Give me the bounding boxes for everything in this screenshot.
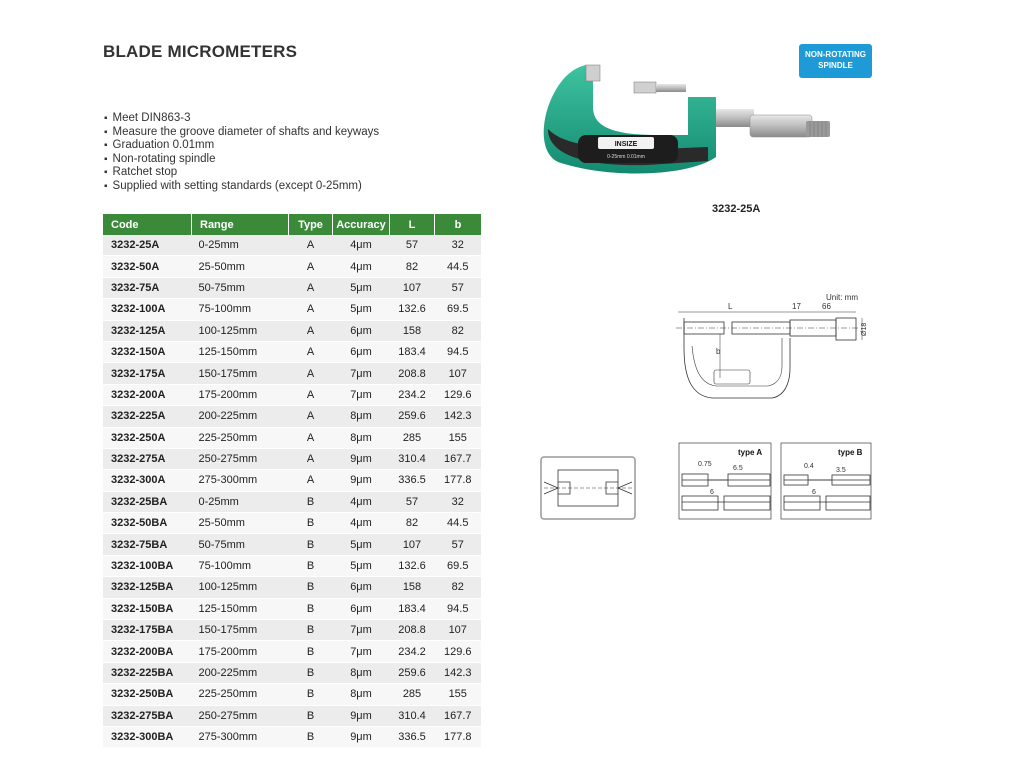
cell-accuracy: 5μm <box>333 299 390 320</box>
cell-type: B <box>289 641 333 662</box>
cell-l: 310.4 <box>390 448 435 469</box>
cell-type: A <box>289 448 333 469</box>
cell-accuracy: 6μm <box>333 341 390 362</box>
cell-b: 167.7 <box>435 448 482 469</box>
cell-range: 250-275mm <box>192 448 289 469</box>
table-row <box>103 534 481 555</box>
cell-b: 32 <box>435 235 482 256</box>
cell-code: 3232-125BA <box>103 577 192 598</box>
cell-b: 129.6 <box>435 384 482 405</box>
badge-line1: NON-ROTATING <box>804 50 867 59</box>
cell-l: 336.5 <box>390 726 435 747</box>
cell-accuracy: 8μm <box>333 662 390 683</box>
cell-type: A <box>289 470 333 491</box>
feature-list <box>104 112 379 193</box>
cell-l: 259.6 <box>390 406 435 427</box>
table-row <box>103 470 481 491</box>
table-row <box>103 705 481 726</box>
cell-code: 3232-175BA <box>103 620 192 641</box>
cell-accuracy: 5μm <box>333 555 390 576</box>
cell-accuracy: 7μm <box>333 384 390 405</box>
type-a-drawing <box>678 442 772 520</box>
cell-range: 25-50mm <box>192 513 289 534</box>
badge-line2: SPINDLE <box>818 61 853 70</box>
cell-code: 3232-200BA <box>103 641 192 662</box>
cell-b: 142.3 <box>435 406 482 427</box>
cell-b: 177.8 <box>435 470 482 491</box>
type-b-dim2: 3.5 <box>836 467 846 474</box>
micrometer-product-image <box>538 57 833 207</box>
cell-range: 150-175mm <box>192 620 289 641</box>
cell-range: 200-225mm <box>192 662 289 683</box>
dimension-drawing <box>672 298 872 408</box>
table-row <box>103 620 481 641</box>
cell-range: 175-200mm <box>192 384 289 405</box>
table-row <box>103 363 481 384</box>
feature-item: ▪ Measure the groove diameter of shafts and keyways <box>104 126 379 140</box>
feature-item: ▪ Meet DIN863-3 <box>104 112 379 126</box>
cell-l: 57 <box>390 491 435 512</box>
cell-b: 69.5 <box>435 299 482 320</box>
cell-l: 310.4 <box>390 705 435 726</box>
cell-b: 94.5 <box>435 341 482 362</box>
table-row <box>103 555 481 576</box>
cell-b: 69.5 <box>435 555 482 576</box>
cell-code: 3232-225A <box>103 406 192 427</box>
cell-code: 3232-100A <box>103 299 192 320</box>
cell-l: 107 <box>390 277 435 298</box>
table-row <box>103 513 481 534</box>
table-row <box>103 684 481 705</box>
cell-b: 177.8 <box>435 726 482 747</box>
header-accuracy: Accuracy <box>333 214 390 235</box>
cell-accuracy: 6μm <box>333 577 390 598</box>
cell-b: 57 <box>435 277 482 298</box>
cell-accuracy: 9μm <box>333 470 390 491</box>
cell-range: 50-75mm <box>192 277 289 298</box>
cell-accuracy: 7μm <box>333 363 390 384</box>
cell-accuracy: 4μm <box>333 235 390 256</box>
cell-l: 107 <box>390 534 435 555</box>
cell-l: 158 <box>390 577 435 598</box>
cell-accuracy: 4μm <box>333 256 390 277</box>
cell-b: 44.5 <box>435 256 482 277</box>
cell-code: 3232-275A <box>103 448 192 469</box>
cell-range: 275-300mm <box>192 470 289 491</box>
cell-code: 3232-175A <box>103 363 192 384</box>
spec-table <box>103 214 481 748</box>
dim-label-66: 66 <box>822 302 831 311</box>
cell-l: 57 <box>390 235 435 256</box>
cell-range: 25-50mm <box>192 256 289 277</box>
dim-label-17: 17 <box>792 302 801 311</box>
table-row <box>103 577 481 598</box>
cell-l: 132.6 <box>390 555 435 576</box>
cell-l: 285 <box>390 427 435 448</box>
type-a-dim2: 6.5 <box>733 465 743 472</box>
cell-b: 142.3 <box>435 662 482 683</box>
cell-b: 94.5 <box>435 598 482 619</box>
cell-l: 285 <box>390 684 435 705</box>
cell-code: 3232-150BA <box>103 598 192 619</box>
cell-b: 107 <box>435 620 482 641</box>
cell-type: A <box>289 427 333 448</box>
cell-accuracy: 5μm <box>333 277 390 298</box>
cell-range: 0-25mm <box>192 491 289 512</box>
cell-b: 44.5 <box>435 513 482 534</box>
feature-item: ▪ Non-rotating spindle <box>104 153 379 167</box>
cell-accuracy: 6μm <box>333 320 390 341</box>
cell-range: 125-150mm <box>192 598 289 619</box>
cell-accuracy: 7μm <box>333 641 390 662</box>
dim-label-b: b <box>716 347 721 356</box>
cell-b: 82 <box>435 577 482 598</box>
cell-b: 167.7 <box>435 705 482 726</box>
cell-type: A <box>289 256 333 277</box>
table-row <box>103 448 481 469</box>
cell-type: B <box>289 491 333 512</box>
cell-b: 32 <box>435 491 482 512</box>
cell-accuracy: 8μm <box>333 406 390 427</box>
header-code: Code <box>103 214 192 235</box>
cell-accuracy: 4μm <box>333 513 390 534</box>
cell-code: 3232-300A <box>103 470 192 491</box>
cell-range: 175-200mm <box>192 641 289 662</box>
table-row <box>103 299 481 320</box>
cell-code: 3232-275BA <box>103 705 192 726</box>
table-row <box>103 726 481 747</box>
cell-type: A <box>289 299 333 320</box>
cell-code: 3232-100BA <box>103 555 192 576</box>
cell-code: 3232-75BA <box>103 534 192 555</box>
table-row <box>103 406 481 427</box>
type-b-drawing <box>780 442 872 520</box>
cell-l: 82 <box>390 256 435 277</box>
cell-range: 225-250mm <box>192 427 289 448</box>
header-range: Range <box>192 214 289 235</box>
type-a-dim3: 6 <box>710 489 714 496</box>
type-b-dim3: 6 <box>812 489 816 496</box>
cell-l: 234.2 <box>390 641 435 662</box>
cell-accuracy: 9μm <box>333 705 390 726</box>
cell-code: 3232-50A <box>103 256 192 277</box>
cell-type: B <box>289 726 333 747</box>
product-caption: 3232-25A <box>712 203 761 215</box>
table-row <box>103 320 481 341</box>
type-b-title: type B <box>838 448 863 457</box>
cell-code: 3232-75A <box>103 277 192 298</box>
cell-type: B <box>289 620 333 641</box>
cell-type: A <box>289 363 333 384</box>
feature-item: ▪ Supplied with setting standards (except 0-25mm) <box>104 180 379 194</box>
type-a-dim1: 0.75 <box>698 461 712 468</box>
cell-range: 150-175mm <box>192 363 289 384</box>
page-title: BLADE MICROMETERS <box>103 42 298 61</box>
cell-range: 275-300mm <box>192 726 289 747</box>
cell-type: B <box>289 513 333 534</box>
cell-l: 183.4 <box>390 598 435 619</box>
table-row <box>103 427 481 448</box>
cell-type: A <box>289 341 333 362</box>
feature-item: ▪ Ratchet stop <box>104 166 379 180</box>
cell-accuracy: 4μm <box>333 491 390 512</box>
cell-b: 57 <box>435 534 482 555</box>
table-row <box>103 662 481 683</box>
cell-code: 3232-200A <box>103 384 192 405</box>
cell-l: 208.8 <box>390 363 435 384</box>
unit-label: Unit: mm <box>826 293 858 302</box>
cell-range: 225-250mm <box>192 684 289 705</box>
dim-label-l: L <box>728 302 733 311</box>
cell-code: 3232-150A <box>103 341 192 362</box>
cell-l: 82 <box>390 513 435 534</box>
cell-range: 200-225mm <box>192 406 289 427</box>
cell-accuracy: 6μm <box>333 598 390 619</box>
cell-type: A <box>289 320 333 341</box>
cell-l: 336.5 <box>390 470 435 491</box>
cell-code: 3232-300BA <box>103 726 192 747</box>
cell-code: 3232-250A <box>103 427 192 448</box>
cell-type: B <box>289 662 333 683</box>
cell-type: A <box>289 235 333 256</box>
cell-range: 75-100mm <box>192 299 289 320</box>
cell-code: 3232-125A <box>103 320 192 341</box>
cell-type: A <box>289 384 333 405</box>
product-scale-text: 0-25mm 0.01mm <box>607 154 645 160</box>
cell-b: 82 <box>435 320 482 341</box>
header-l: L <box>390 214 435 235</box>
cell-code: 3232-25BA <box>103 491 192 512</box>
cell-l: 259.6 <box>390 662 435 683</box>
cell-b: 107 <box>435 363 482 384</box>
cell-accuracy: 5μm <box>333 534 390 555</box>
cell-code: 3232-250BA <box>103 684 192 705</box>
cell-l: 132.6 <box>390 299 435 320</box>
product-brand: INSIZE <box>614 141 638 148</box>
cell-range: 75-100mm <box>192 555 289 576</box>
cell-range: 50-75mm <box>192 534 289 555</box>
cell-l: 183.4 <box>390 341 435 362</box>
cell-type: A <box>289 406 333 427</box>
table-row <box>103 491 481 512</box>
cell-accuracy: 8μm <box>333 427 390 448</box>
cell-type: B <box>289 598 333 619</box>
cell-range: 100-125mm <box>192 320 289 341</box>
table-row <box>103 256 481 277</box>
type-b-dim1: 0.4 <box>804 463 814 470</box>
cell-type: B <box>289 577 333 598</box>
cell-code: 3232-225BA <box>103 662 192 683</box>
table-row <box>103 341 481 362</box>
type-a-title: type A <box>738 448 763 457</box>
cell-l: 234.2 <box>390 384 435 405</box>
table-row <box>103 598 481 619</box>
table-row <box>103 384 481 405</box>
cell-b: 129.6 <box>435 641 482 662</box>
table-header-row <box>103 214 481 235</box>
cell-l: 208.8 <box>390 620 435 641</box>
table-row <box>103 277 481 298</box>
cell-type: B <box>289 555 333 576</box>
cell-accuracy: 9μm <box>333 448 390 469</box>
cell-range: 125-150mm <box>192 341 289 362</box>
cell-accuracy: 9μm <box>333 726 390 747</box>
header-type: Type <box>289 214 333 235</box>
table-row <box>103 235 481 256</box>
cell-l: 158 <box>390 320 435 341</box>
cell-type: B <box>289 684 333 705</box>
blade-detail-drawing <box>540 456 636 520</box>
cell-type: B <box>289 705 333 726</box>
cell-accuracy: 7μm <box>333 620 390 641</box>
cell-code: 3232-50BA <box>103 513 192 534</box>
cell-type: A <box>289 277 333 298</box>
cell-range: 0-25mm <box>192 235 289 256</box>
header-b: b <box>435 214 482 235</box>
cell-code: 3232-25A <box>103 235 192 256</box>
cell-range: 250-275mm <box>192 705 289 726</box>
table-row <box>103 641 481 662</box>
dim-label-diameter: Ø18 <box>861 322 868 336</box>
cell-accuracy: 8μm <box>333 684 390 705</box>
cell-b: 155 <box>435 684 482 705</box>
feature-item: ▪ Graduation 0.01mm <box>104 139 379 153</box>
cell-range: 100-125mm <box>192 577 289 598</box>
cell-b: 155 <box>435 427 482 448</box>
cell-type: B <box>289 534 333 555</box>
